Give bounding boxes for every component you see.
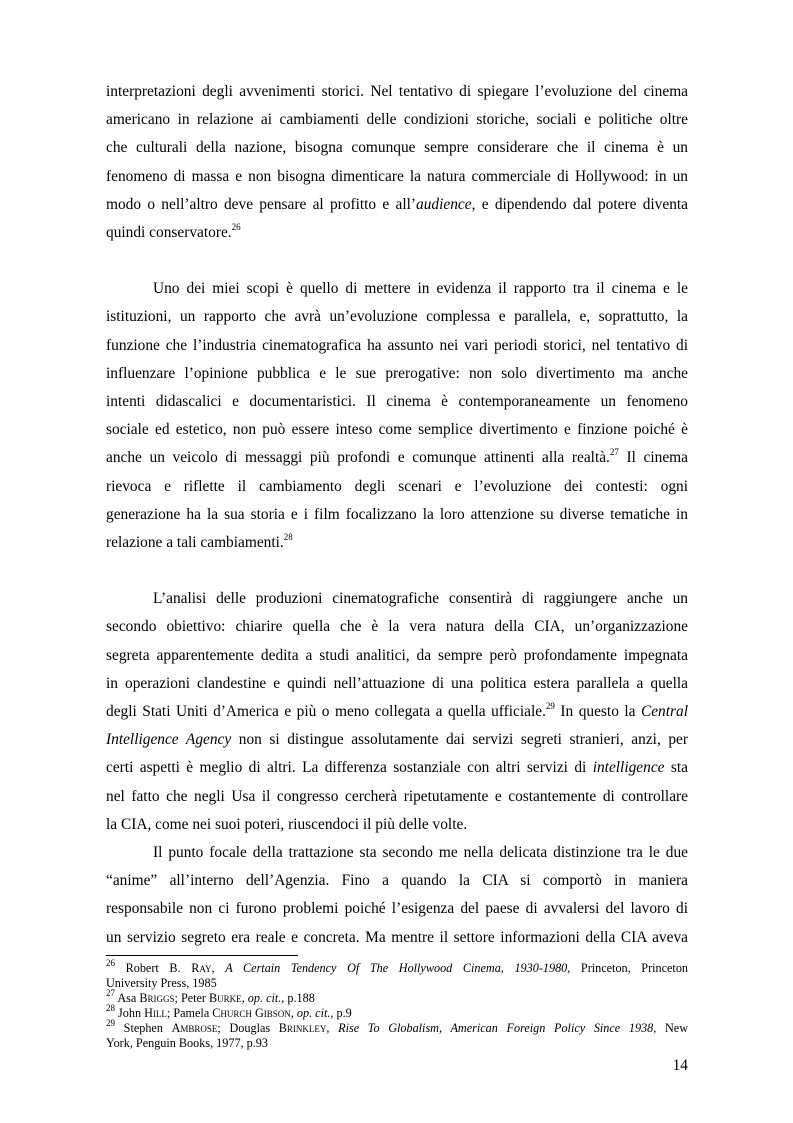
author-name: Church Gibson bbox=[212, 1006, 291, 1020]
footnote-28 bbox=[106, 1002, 688, 1021]
footnote-divider bbox=[106, 955, 298, 956]
italic-term: Intelligence Agency bbox=[106, 731, 232, 749]
text-line: segreta apparentemente dedita a studi analitici, da sempre però profondamente impegnata bbox=[106, 646, 688, 664]
footnote-27 bbox=[106, 987, 688, 1006]
text-line: fenomeno di massa e non bisogna dimenticare la natura commerciale di Hollywood: in un bbox=[106, 167, 688, 185]
text-line: responsabile non ci furono problemi poiché l’esigenza del paese di avvalersi del lavoro di bbox=[106, 900, 688, 918]
footnote-ref-27[interactable]: 27 bbox=[609, 447, 619, 458]
text-run: , p.9 bbox=[330, 1006, 352, 1020]
text-run: ; Pamela bbox=[166, 1006, 213, 1020]
text-line: Il punto focale della trattazione sta secondo me nella delicata distinzione tra le due bbox=[153, 844, 688, 862]
text-line: intenti didascalici e documentaristici. Il cinema è contemporaneamente un fenomeno bbox=[106, 393, 688, 411]
text-line: interpretazioni degli avvenimenti storici. Nel tentativo di spiegare l’evoluzione del cinema bbox=[106, 83, 688, 100]
text-line: secondo obiettivo: chiarire quella che è la vera natura della CIA, un’organizzazione bbox=[106, 618, 688, 636]
text-run: John bbox=[115, 1006, 145, 1020]
text-line: in operazioni clandestine e quindi nell’attuazione di una politica estera parallela a quella bbox=[106, 674, 688, 692]
work-title: op. cit. bbox=[247, 991, 282, 1005]
text-line: un servizio segreto era reale e concreta. Ma mentre il settore informazioni della CIA aveva bbox=[106, 928, 688, 946]
author-name: Burke bbox=[209, 991, 242, 1005]
text-run: Stephen bbox=[115, 1021, 172, 1035]
text-line: che culturali della nazione, bisogna comunque sempre considerare che il cinema è un bbox=[106, 139, 688, 157]
text-run: relazione a tali cambiamenti. bbox=[106, 534, 284, 552]
text-line: la CIA, come nei suoi poteri, riuscendoci il più delle volte. bbox=[106, 815, 468, 833]
text-line: rievoca e riflette il cambiamento degli scenari e l’evoluzione dei contesti: ogni bbox=[106, 477, 688, 495]
text-run: anche un veicolo di messaggi più profondi e comunque attinenti alla realtà. bbox=[106, 449, 610, 467]
page-body bbox=[106, 78, 688, 952]
text-line: funzione che l’industria cinematografica ha assunto nei vari periodi storici, nel tentativo di bbox=[106, 336, 688, 354]
text-run: quindi conservatore. bbox=[106, 224, 232, 242]
author-name: Brinkley bbox=[278, 1021, 327, 1035]
text-line bbox=[106, 754, 688, 782]
paragraph-4 bbox=[106, 839, 688, 952]
text-run: certi aspetti è meglio di altri. La differenza sostanziale con altri servizi di bbox=[106, 759, 593, 777]
text-line bbox=[106, 698, 688, 726]
footnote-line: York, Penguin Books, 1977, p.93 bbox=[106, 1036, 268, 1050]
author-name: Hill bbox=[144, 1006, 167, 1020]
text-line: “anime” all’interno dell’Agenzia. Fino a quando la CIA si comportò in maniera bbox=[106, 872, 688, 890]
text-line: americano in relazione ai cambiamenti delle condizioni storiche, sociali e politiche oltre bbox=[106, 111, 688, 129]
footnote-number: 27 bbox=[106, 987, 115, 998]
footnote-ref-28[interactable]: 28 bbox=[283, 531, 293, 542]
text-run: non si distingue assolutamente dai servizi segreti stranieri, anzi, per bbox=[231, 731, 688, 749]
work-title: op. cit. bbox=[296, 1006, 331, 1020]
text-line: sociale ed estetico, non può essere inteso come semplice divertimento e finzione poiché è bbox=[106, 421, 688, 439]
footnote-26 bbox=[106, 957, 689, 991]
text-line: istituzioni, un rapporto che avrà un’evoluzione complessa e parallela, e, soprattutto, la bbox=[106, 308, 688, 326]
paragraph-2 bbox=[106, 275, 688, 557]
text-line: L’analisi delle produzioni cinematografiche consentirà di raggiungere anche un bbox=[153, 590, 688, 608]
footnote-line bbox=[106, 1017, 688, 1036]
paragraph-3 bbox=[106, 585, 688, 839]
footnote-line bbox=[106, 957, 689, 976]
text-line: Uno dei miei scopi è quello di mettere in evidenza il rapporto tra il cinema e le bbox=[153, 280, 688, 298]
footnote-ref-26[interactable]: 26 bbox=[231, 221, 241, 232]
footnote-29 bbox=[106, 1017, 688, 1051]
italic-term: Central bbox=[640, 703, 688, 721]
text-run: Il cinema bbox=[618, 449, 688, 467]
footnote-line bbox=[106, 1002, 688, 1021]
text-run: , p.188 bbox=[281, 991, 315, 1005]
text-run: , bbox=[211, 961, 226, 975]
footnote-number: 26 bbox=[106, 957, 115, 968]
text-line bbox=[106, 444, 688, 472]
page-number: 14 bbox=[672, 1057, 688, 1074]
footnote-line bbox=[106, 987, 688, 1006]
text-line: nel fatto che negli Usa il congresso cercherà ripetutamente e costantemente di controllare bbox=[106, 787, 688, 805]
text-run: Robert B. bbox=[115, 961, 192, 975]
work-title: Rise To Globalism, American Foreign Policy Since 1938 bbox=[338, 1021, 654, 1035]
footnote-ref-29[interactable]: 29 bbox=[545, 700, 555, 711]
author-name: Ray bbox=[191, 961, 212, 975]
text-line: influenzare l’opinione pubblica e le sue prerogative: non solo divertimento ma anche bbox=[106, 364, 688, 382]
text-line bbox=[106, 219, 688, 247]
work-title: A Certain Tendency Of The Hollywood Cinema, 1930-1980 bbox=[225, 961, 568, 975]
text-line bbox=[106, 529, 688, 557]
text-line: generazione ha la sua storia e i film focalizzano la loro attenzione su diverse tematiche in bbox=[106, 505, 688, 523]
footnotes bbox=[106, 957, 689, 1051]
text-run: degli Stati Uniti d’America e più o meno collegata a quella ufficiale. bbox=[106, 703, 546, 721]
text-run: modo o nell’altro deve pensare al profitto e all’ bbox=[106, 195, 417, 213]
text-run: , bbox=[241, 991, 248, 1005]
text-line bbox=[106, 191, 688, 219]
text-run: sta bbox=[664, 759, 688, 777]
author-name: Briggs bbox=[139, 991, 175, 1005]
paragraph-1 bbox=[106, 78, 688, 247]
text-run: , New bbox=[653, 1021, 688, 1035]
text-run: , e dipendendo dal potere diventa bbox=[471, 195, 689, 213]
text-run: , bbox=[290, 1006, 297, 1020]
text-run: , Princeton, Princeton bbox=[567, 961, 689, 975]
footnote-line: University Press, 1985 bbox=[106, 976, 217, 990]
text-run: Asa bbox=[115, 991, 140, 1005]
footnote-number: 28 bbox=[106, 1002, 115, 1013]
text-run: ; Douglas bbox=[217, 1021, 279, 1035]
text-line bbox=[106, 726, 688, 754]
text-run: , bbox=[326, 1021, 339, 1035]
text-run: ; Peter bbox=[174, 991, 210, 1005]
italic-term: intelligence bbox=[592, 759, 665, 777]
italic-term: audience bbox=[416, 195, 472, 213]
text-run: In questo la bbox=[554, 703, 641, 721]
footnote-number: 29 bbox=[106, 1017, 115, 1028]
author-name: Ambrose bbox=[171, 1021, 218, 1035]
